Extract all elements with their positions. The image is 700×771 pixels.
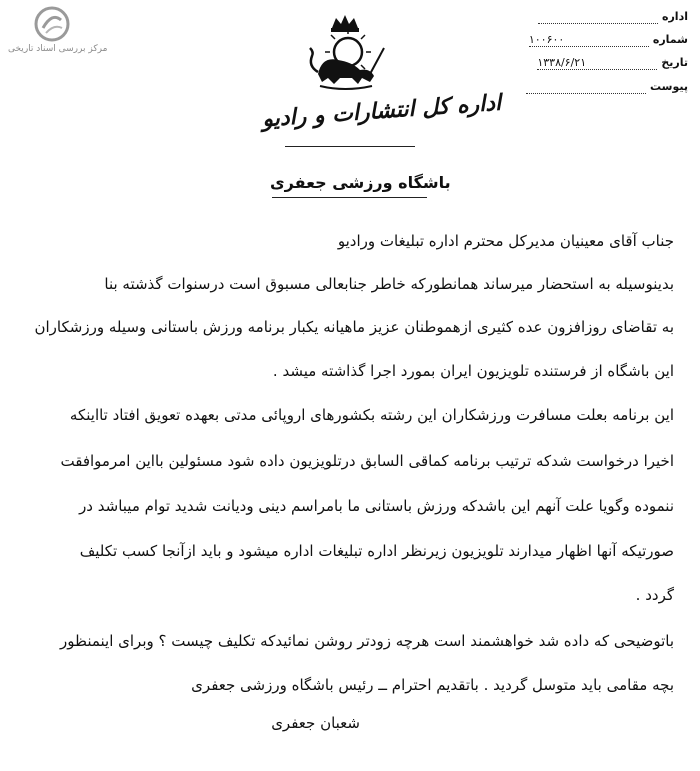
body-line: صورتیکه آنها اظهار میدارند تلویزیون زیرنظر اداره تبلیغات اداره میشود و باید ازآنجا کسب تکلیف	[79, 542, 674, 560]
closing-line: بچه مقامی باید متوسل گردید . باتقدیم احترام ــ رئیس باشگاه ورزشی جعفری	[191, 676, 674, 694]
body-line: این برنامه بعلت مسافرت ورزشکاران این رشته بکشورهای اروپائی مدتی بعهده تعویق افتاد تااینکه	[69, 406, 674, 424]
body-line: باتوضیحی که داده شد خواهشمند است هرچه زودتر روشن نمائیدکه تکلیف چیست ؟ وبرای اینمنظور	[60, 632, 674, 650]
body-line: ننموده وگویا علت آنهم این باشدکه ورزش باستانی ما بامراسم دینی ودیانت شدید توام میباشد در	[79, 497, 674, 515]
salutation: جناب آقای معینیان مدیرکل محترم اداره تبلیغات ورادیو	[337, 232, 674, 250]
form-number-row	[529, 33, 688, 47]
number-value: ۱۰۰۶۰۰	[529, 33, 649, 47]
body-line: به تقاضای روزافزون عده کثیری ازهموطنان عزیز ماهیانه یکبار برنامه ورزش باستانی وسیله ورزشکاران	[34, 318, 674, 336]
club-heading-underline	[272, 197, 427, 198]
organization-title: اداره کل انتشارات و رادیو	[261, 89, 502, 133]
department-value	[538, 10, 658, 24]
body-line: بدینوسیله به استحضار میرساند همانطورکه خاطر جنابعالی مسبوق است درسنوات گذشته بنا	[104, 275, 674, 293]
date-value: ۱۳۳۸/۶/۲۱	[537, 56, 657, 70]
department-label: اداره	[661, 10, 688, 23]
form-attachment-row	[526, 80, 688, 94]
attachment-value	[526, 80, 646, 94]
form-date-row	[537, 56, 688, 70]
number-label: شماره	[652, 33, 688, 46]
club-heading: باشگاه ورزشی جعفری	[270, 173, 451, 192]
attachment-label: پیوست	[650, 80, 688, 93]
lion-and-sun-emblem-icon	[300, 12, 390, 92]
watermark-logo-icon	[34, 6, 70, 42]
title-rule	[285, 146, 415, 147]
watermark-text: مرکز بررسی اسناد تاریخی	[8, 44, 108, 54]
body-line: گردد .	[635, 586, 674, 604]
body-line: این باشگاه از فرستنده تلویزیون ایران بمورد اجرا گذاشته میشد .	[272, 362, 674, 380]
body-line: اخیرا درخواست شدکه ترتیب برنامه کماقی السابق درتلویزیون داده شود مسئولین بااین امرموافقت	[60, 452, 674, 470]
date-label: تاریخ	[661, 56, 688, 69]
signature-name: شعبان جعفری	[271, 714, 360, 732]
form-department-row	[538, 10, 688, 24]
